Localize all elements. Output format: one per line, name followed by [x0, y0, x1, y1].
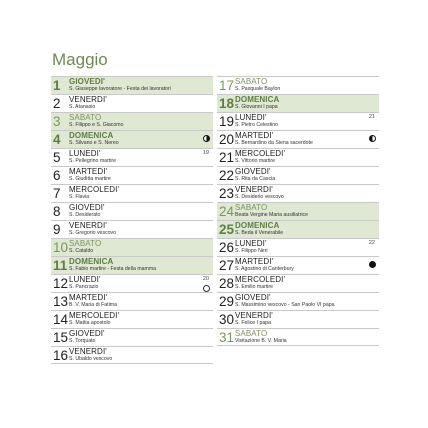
- calendar-column-right: [217, 76, 379, 346]
- week-number: 21: [368, 114, 375, 120]
- weekday-label: GIOVEDI': [235, 167, 271, 176]
- day-number: 1: [53, 78, 61, 93]
- saint-label: S. Filippo Neri: [235, 248, 268, 254]
- week-number: 22: [368, 240, 375, 246]
- day-row: [217, 184, 379, 202]
- saint-label: S. Vittorio martire: [235, 158, 275, 164]
- weekday-label: GIOVEDI': [69, 203, 105, 212]
- month-title: Maggio: [52, 50, 108, 69]
- saint-label: S. Giovanni I papa: [235, 104, 278, 110]
- weekday-label: MARTEDI': [69, 293, 108, 302]
- weekday-label: MARTEDI': [235, 131, 274, 140]
- day-row: [51, 76, 213, 94]
- day-number: 8: [53, 204, 61, 219]
- day-row: [217, 220, 379, 238]
- day-row: [217, 310, 379, 328]
- weekday-label: LUNEDI': [235, 239, 267, 248]
- saint-label: S. Mattia apostolo: [69, 320, 111, 326]
- saint-label: S. Filippo e S. Giacomo: [69, 122, 124, 128]
- day-row: [51, 166, 213, 184]
- day-number: 5: [53, 150, 61, 165]
- day-row: [51, 274, 213, 292]
- day-row: [217, 274, 379, 292]
- day-row: [217, 166, 379, 184]
- saint-label: S. Flavia: [69, 194, 90, 200]
- day-row: [51, 346, 213, 364]
- day-number: 11: [53, 258, 68, 273]
- day-number: 10: [53, 240, 69, 255]
- saint-label: S. Fabio martire - Festa della mamma: [69, 266, 157, 272]
- weekday-label: DOMENICA: [69, 257, 114, 266]
- day-row: [217, 202, 379, 220]
- day-row: [51, 148, 213, 166]
- saint-label: S. Agostino di Canterbury: [235, 266, 294, 272]
- day-number: 4: [53, 132, 61, 147]
- day-number: 6: [53, 168, 61, 183]
- saint-label: S. Cataldo: [69, 248, 94, 254]
- saint-label: S. Pietro Celestino: [235, 122, 278, 128]
- day-row: [51, 310, 213, 328]
- weekday-label: GIOVEDI': [69, 329, 105, 338]
- day-number: 17: [219, 78, 235, 93]
- weekday-label: VENERDI': [69, 95, 107, 104]
- saint-label: S. Ubaldo vescovo: [69, 356, 113, 362]
- weekday-label: SABATO: [235, 203, 268, 212]
- weekday-label: SABATO: [69, 239, 102, 248]
- weekday-label: MARTEDI': [69, 167, 108, 176]
- day-row: [51, 292, 213, 310]
- day-row: [51, 94, 213, 112]
- saint-label: S. Rita da Cascia: [235, 176, 276, 182]
- day-row: [217, 112, 379, 130]
- weekday-label: VENERDI': [235, 185, 273, 194]
- day-row: [51, 130, 213, 148]
- weekday-label: DOMENICA: [235, 95, 280, 104]
- saint-label: Beata Vergine Maria ausiliatrice: [235, 212, 308, 218]
- saint-label: S. Silvano e S. Nereo: [69, 140, 119, 146]
- day-number: 3: [53, 114, 61, 129]
- day-number: 21: [219, 150, 235, 165]
- week-number: 20: [202, 276, 209, 282]
- day-number: 28: [219, 276, 235, 291]
- day-number: 23: [219, 186, 235, 201]
- weekday-label: DOMENICA: [235, 221, 280, 230]
- day-number: 19: [219, 114, 235, 129]
- weekday-label: LUNEDI': [69, 275, 101, 284]
- weekday-label: SABATO: [69, 113, 102, 122]
- weekday-label: MARTEDI': [235, 257, 274, 266]
- day-number: 14: [53, 312, 69, 327]
- day-number: 30: [219, 312, 235, 327]
- day-row: [217, 130, 379, 148]
- weekday-label: VENERDI': [235, 311, 273, 320]
- saint-label: S. Torquato: [69, 338, 96, 344]
- moon-phase-icon: [369, 135, 376, 142]
- week-number: 19: [202, 150, 209, 156]
- weekday-label: MERCOLEDI': [69, 311, 120, 320]
- day-number: 27: [219, 258, 235, 273]
- day-row: [51, 328, 213, 346]
- weekday-label: SABATO: [235, 329, 268, 338]
- moon-phase-icon: [203, 285, 210, 292]
- weekday-label: MERCOLEDI': [235, 275, 286, 284]
- weekday-label: LUNEDI': [69, 149, 101, 158]
- saint-label: S. Emilio martire: [235, 284, 274, 290]
- weekday-label: MERCOLEDI': [235, 149, 286, 158]
- weekday-label: LUNEDI': [235, 113, 267, 122]
- day-number: 16: [53, 348, 69, 363]
- day-row: [217, 94, 379, 112]
- saint-label: S. Desiderio vescovo: [235, 194, 284, 200]
- day-number: 24: [219, 204, 235, 219]
- day-number: 20: [219, 132, 235, 147]
- saint-label: S. Pellegrino martire: [69, 158, 116, 164]
- saint-label: S. Desiderato: [69, 212, 101, 218]
- day-row: [217, 256, 379, 274]
- day-number: 2: [53, 96, 61, 111]
- day-number: 7: [53, 186, 61, 201]
- saint-label: S. Gregorio vescovo: [69, 230, 116, 236]
- day-row: [217, 76, 379, 94]
- weekday-label: MERCOLEDI': [69, 185, 120, 194]
- saint-label: B. V. Maria di Fatima: [69, 302, 117, 308]
- day-number: 29: [219, 294, 235, 309]
- weekday-label: GIOVEDI': [235, 293, 271, 302]
- weekday-label: DOMENICA: [69, 131, 114, 140]
- day-number: 18: [219, 96, 235, 111]
- day-row: [51, 202, 213, 220]
- weekday-label: GIOVEDI': [69, 77, 106, 86]
- weekday-label: VENERDI': [69, 347, 107, 356]
- saint-label: S. Felice I papa: [235, 320, 272, 326]
- day-number: 31: [219, 330, 235, 345]
- day-number: 15: [53, 330, 69, 345]
- day-number: 25: [219, 222, 235, 237]
- saint-label: S. Giuseppe lavoratore - Festa dei lavoratori: [69, 86, 171, 92]
- day-number: 22: [219, 168, 235, 183]
- saint-label: S. Pasquale Baylon: [235, 86, 281, 92]
- calendar-column-left: [51, 76, 213, 364]
- day-row: [51, 256, 213, 274]
- moon-phase-icon: [369, 261, 376, 268]
- day-row: [51, 220, 213, 238]
- weekday-label: SABATO: [235, 77, 268, 86]
- saint-label: S. Pancrazio: [69, 284, 99, 290]
- day-number: 13: [53, 294, 69, 309]
- day-row: [217, 292, 379, 310]
- day-row: [217, 238, 379, 256]
- day-number: 26: [219, 240, 235, 255]
- day-number: 9: [53, 222, 61, 237]
- day-row: [217, 148, 379, 166]
- saint-label: S. Giuditta martire: [69, 176, 111, 182]
- saint-label: S. Beda il Venerabile: [235, 230, 284, 236]
- day-row: [51, 184, 213, 202]
- saint-label: Visitazione B. V. Maria: [235, 338, 287, 344]
- saint-label: S. Atanasio: [69, 104, 96, 110]
- day-row: [217, 328, 379, 346]
- saint-label: S. Massimino vescovo - San Paolo VI papa: [235, 302, 335, 308]
- weekday-label: VENERDI': [69, 221, 107, 230]
- day-number: 12: [53, 276, 69, 291]
- day-row: [51, 112, 213, 130]
- moon-phase-icon: [203, 135, 210, 142]
- day-row: [51, 238, 213, 256]
- saint-label: S. Bernardino da Siena sacerdote: [235, 140, 313, 146]
